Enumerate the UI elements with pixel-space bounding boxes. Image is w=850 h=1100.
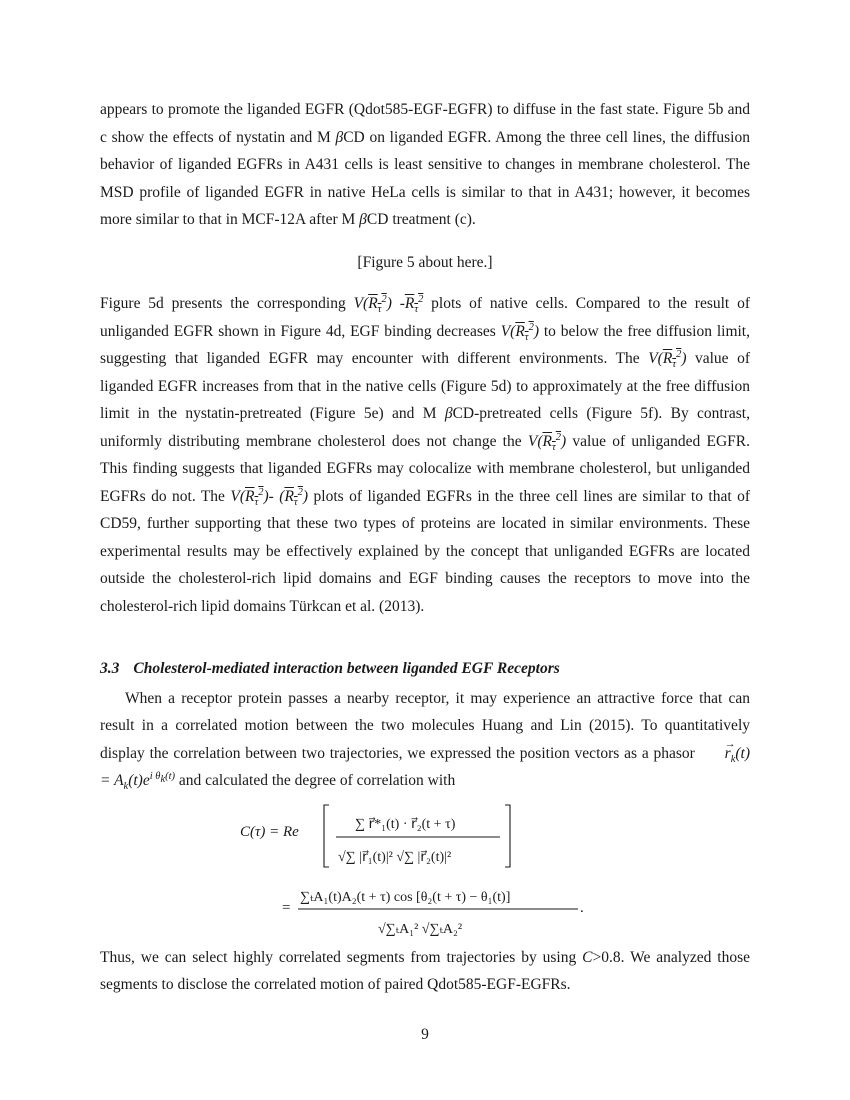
page-number: 9 <box>421 1026 429 1043</box>
math-R-tau-sq: $R_\tau^2$ <box>404 293 424 316</box>
text-run: When a receptor protein passes a nearby receptor, it may experience an attractive force that can result in a correlated motion between the two molecules Huang and Lin (2015). To quantitatively display the correlation between two trajectories, we expressed the position vectors as a phasor <box>100 689 750 762</box>
paragraph-3 <box>100 685 750 795</box>
math-V-R-tau: $V(R_\tau^2)$ <box>648 348 687 371</box>
text-run: and calculated the degree of correlation with <box>175 772 456 789</box>
page-content <box>100 96 750 999</box>
numerator-2: ∑ₜA₁(t)A₂(t + τ) cos [θ₂(t + τ) − θ₁(t)] <box>300 889 511 905</box>
section-heading <box>100 655 750 683</box>
equation-period: . <box>580 899 584 916</box>
numerator-1: ∑ r⃗*₁(t) · r⃗₂(t + τ) <box>355 816 456 832</box>
math-beta: β <box>335 128 344 146</box>
math-beta: β <box>359 211 367 228</box>
math-C: C <box>582 948 593 966</box>
math-phasor: r → $_k(t) = A_k(t)e^{i \theta_k(t)}$ <box>100 737 750 793</box>
left-bracket <box>324 805 329 867</box>
text-run: CD-pretreated cells (Figure 5f). By contrast, uniformly distributing membrane cholesterol does not change the <box>100 405 750 450</box>
equals-sign: = <box>282 899 291 916</box>
right-bracket <box>505 805 510 867</box>
section-title: Cholesterol-mediated interaction between liganded EGF Receptors <box>133 660 560 677</box>
text-run: >0.8. We analyzed those segments to disclose the correlated motion of paired Qdot585-EGF-EGFRs. <box>100 948 751 993</box>
math-R-tau-paren: $(R_\tau^2)$ <box>279 486 309 508</box>
paragraph-1 <box>100 96 750 234</box>
text-run: CD treatment (c). <box>366 211 476 228</box>
text-run: Figure 5d presents the corresponding <box>100 295 354 312</box>
math-V-R-tau: $V(R_\tau^2)$ <box>500 321 539 343</box>
text-run: appears to promote the liganded EGFR (Qdot585-EGF-EGFR) to diffuse in the fast state. Figure 5b and c show the effects of nystatin and M <box>100 101 750 146</box>
text-run: to below the free diffusion limit, suggesting that liganded EGFR may encounter with different environments. The <box>100 322 750 367</box>
text-run: plots of native cells. Compared to the result of unliganded EGFR shown in Figure 4d, EGF binding decreases <box>100 295 750 340</box>
math-beta: β <box>444 405 453 422</box>
denominator-1: √∑ |r⃗₁(t)|² √∑ |r⃗₂(t)|² <box>338 849 452 865</box>
figure-placeholder: [Figure 5 about here.] <box>357 253 493 271</box>
section-number: 3.3 <box>100 660 120 677</box>
text-run: value of liganded EGFR increases from that in the native cells (Figure 5d) to approximately at the free diffusion limit in the nystatin-pretreated (Figure 5e) and M <box>100 350 750 422</box>
text-run: CD on liganded EGFR. Among the three cell lines, the diffusion behavior of liganded EGFRs in A431 cells is least sensitive to changes in membrane cholesterol. The MSD profile of liganded EGFR in native HeLa cells is similar to that in A431; however, it becomes more similar to that in MCF-12A after M <box>100 128 750 228</box>
denominator-2: √∑ₜA₁² √∑ₜA₂² <box>378 921 463 936</box>
text-run: - <box>268 487 280 505</box>
paragraph-2 <box>100 290 750 620</box>
math-V-R-tau: $V(R_\tau^2)$ <box>230 486 269 508</box>
text-run: value of unliganded EGFR. This finding suggests that liganded EGFRs may colocalize with membrane cholesterol, but unliganded EGFRs do not. The <box>100 432 750 505</box>
math-V-R-tau: $V(R_\tau^2)$ <box>353 293 392 316</box>
math-V-R-tau: $V(R_\tau^2)$ <box>527 431 567 453</box>
text-run: Thus, we can select highly correlated segments from trajectories by using <box>100 948 583 966</box>
paragraph-4 <box>100 944 750 999</box>
text-run: - <box>391 295 405 312</box>
equation-svg <box>100 801 750 936</box>
equation-lhs: C(τ) = Re <box>240 823 299 840</box>
correlation-equation <box>100 801 750 936</box>
text-run: plots of liganded EGFRs in the three cell lines are similar to that of CD59, further supporting that these two types of proteins are located in similar environments. These experimental results may be effectively explained by the concept that unliganded EGFRs are located outside the cholesterol-rich lipid domains and EGF binding causes the receptors to move into the cholesterol-rich lipid domains Türkcan et al. (2013). <box>100 487 750 615</box>
